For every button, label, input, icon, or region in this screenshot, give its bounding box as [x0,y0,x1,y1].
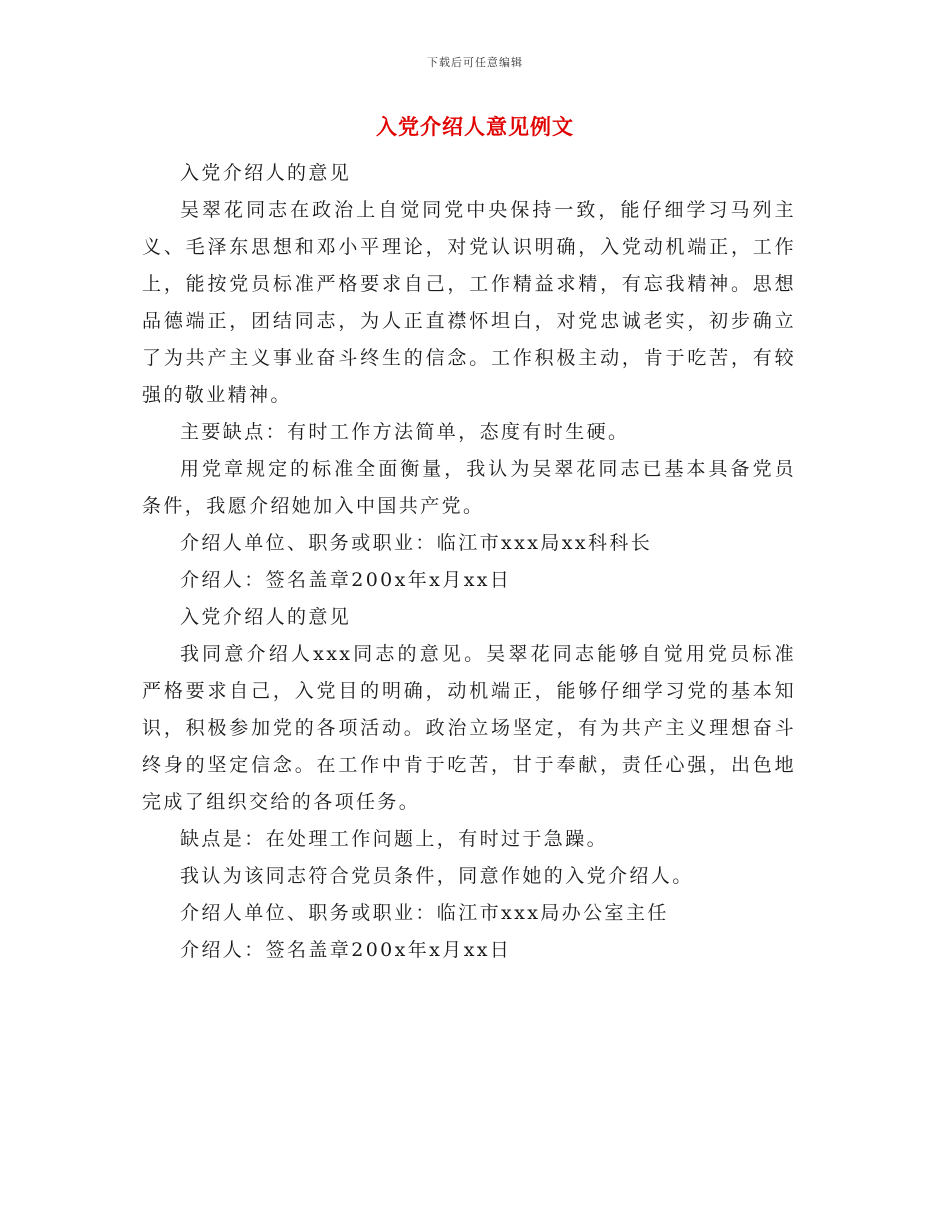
paragraph-referrer-unit-2: 介绍人单位、职务或职业：临江市xxx局办公室主任 [180,902,669,924]
paragraph-shortcoming-1: 主要缺点：有时工作方法简单，态度有时生硬。 [180,421,630,443]
paragraph-evaluation-2: 我同意介绍人xxx同志的意见。吴翠花同志能够自觉用党员标准严格要求自己，入党目的明确，动机端正，能够仔细学习党的基本知识，积极参加党的各项活动。政治立场坚定，有为共产主义理想奋斗终身的坚定信念。在工作中肯于吃苦，甘于奉献，责任心强，出色地完成了组织交给的各项任务。 [142,643,796,813]
paragraph-signature-2: 介绍人：签名盖章200x年x月xx日 [180,939,512,961]
document-title: 入党介绍人意见例文 [376,114,574,139]
paragraph-shortcoming-2: 缺点是：在处理工作问题上，有时过于急躁。 [180,828,609,850]
header-note: 下载后可任意编辑 [427,56,523,69]
paragraph-referrer-unit-1: 介绍人单位、职务或职业：临江市xxx局xx科科长 [180,532,653,554]
paragraph-evaluation-1: 吴翠花同志在政治上自觉同党中央保持一致，能仔细学习马列主义、毛泽东思想和邓小平理论，对党认识明确，入党动机端正，工作上，能按党员标准严格要求自己，工作精益求精，有忘我精神。思想品德端正，团结同志，为人正直襟怀坦白，对党忠诚老实，初步确立了为共产主义事业奋斗终生的信念。工作积极主动，肯于吃苦，有较强的敬业精神。 [142,199,796,406]
paragraph-heading-1: 入党介绍人的意见 [180,162,352,184]
document-body [142,155,796,969]
paragraph-signature-1: 介绍人：签名盖章200x年x月xx日 [180,569,512,591]
paragraph-heading-2: 入党介绍人的意见 [180,606,352,628]
paragraph-conclusion-1: 用党章规定的标准全面衡量，我认为吴翠花同志已基本具备党员条件，我愿介绍她加入中国共产党。 [142,458,796,517]
paragraph-conclusion-2: 我认为该同志符合党员条件，同意作她的入党介绍人。 [180,865,694,887]
